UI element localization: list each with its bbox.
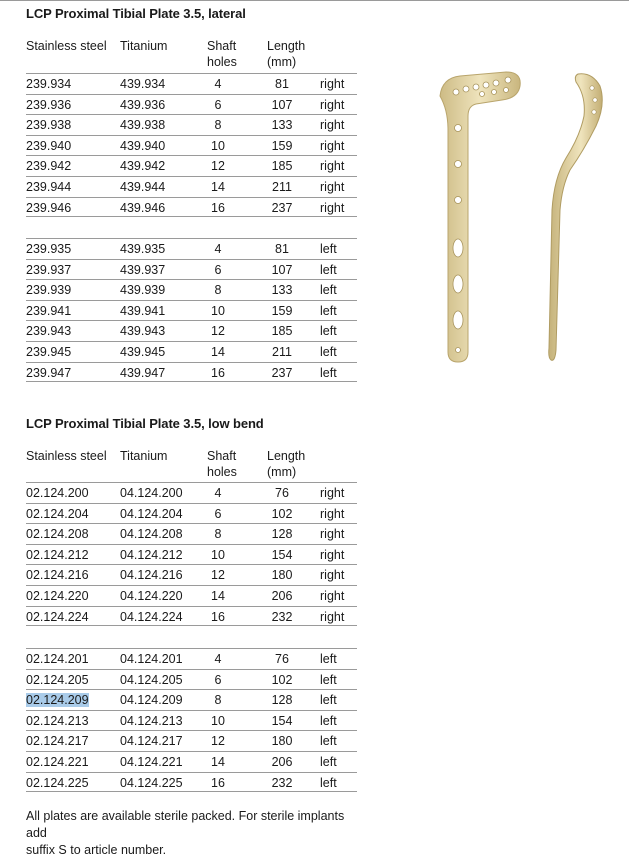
- stainless-steel-cell: 02.124.216: [26, 568, 89, 583]
- side-cell: left: [320, 303, 337, 318]
- stainless-steel-cell: 02.124.205: [26, 672, 89, 687]
- length-cell: 133: [271, 283, 293, 298]
- titanium-cell: 04.124.220: [120, 588, 183, 603]
- shaft-holes-cell: 6: [214, 97, 222, 112]
- shaft-holes-cell: 10: [211, 547, 225, 562]
- length-cell: 128: [271, 693, 293, 708]
- titanium-cell: 04.124.213: [120, 713, 183, 728]
- length-cell: 102: [271, 506, 293, 521]
- side-cell: left: [320, 242, 337, 256]
- table-row: [26, 669, 357, 690]
- titanium-cell: 04.124.216: [120, 568, 183, 583]
- side-cell: right: [320, 179, 345, 194]
- length-cell: 154: [271, 547, 293, 562]
- length-cell: 237: [271, 365, 293, 380]
- shaft-holes-cell: 6: [214, 672, 222, 687]
- stainless-steel-cell: 239.935: [26, 242, 72, 256]
- table-row: [26, 135, 357, 156]
- header-titanium: Titanium: [120, 39, 168, 53]
- length-cell: 159: [271, 138, 293, 153]
- table-row: [26, 710, 357, 731]
- titanium-cell: 04.124.200: [120, 486, 183, 500]
- stainless-steel-cell: 02.124.208: [26, 527, 89, 542]
- length-cell: 128: [271, 527, 293, 542]
- titanium-cell: 04.124.205: [120, 672, 183, 687]
- length-cell: 206: [271, 588, 293, 603]
- stainless-steel-cell: 239.943: [26, 324, 72, 339]
- length-cell: 237: [271, 200, 293, 215]
- titanium-cell: 439.940: [120, 138, 166, 153]
- table-row: [26, 544, 357, 565]
- shaft-holes-cell: 8: [214, 693, 222, 708]
- side-cell: left: [320, 713, 337, 728]
- shaft-holes-cell: 6: [214, 262, 222, 277]
- titanium-cell: 04.124.221: [120, 754, 183, 769]
- section1-right-table: [26, 73, 357, 217]
- table-row: [26, 341, 357, 362]
- section1-left-table: [26, 238, 357, 382]
- table-row: [26, 648, 357, 669]
- table-row: [26, 751, 357, 772]
- stainless-steel-cell: 239.936: [26, 97, 72, 112]
- side-cell: right: [320, 159, 345, 174]
- stainless-steel-cell: 02.124.220: [26, 588, 89, 603]
- side-cell: right: [320, 588, 345, 603]
- stainless-steel-cell: 02.124.209: [26, 693, 89, 708]
- length-cell: 180: [271, 568, 293, 583]
- table-row: [26, 114, 357, 135]
- titanium-cell: 439.937: [120, 262, 166, 277]
- titanium-cell: 04.124.208: [120, 527, 183, 542]
- shaft-holes-cell: 10: [211, 713, 225, 728]
- table-row: [26, 564, 357, 585]
- plate-front-view-image: [436, 70, 526, 366]
- side-cell: left: [320, 672, 337, 687]
- shaft-holes-cell: 12: [211, 324, 225, 339]
- shaft-holes-cell: 16: [211, 200, 225, 215]
- shaft-holes-cell: 6: [214, 506, 222, 521]
- stainless-steel-cell: 239.934: [26, 77, 72, 91]
- side-cell: left: [320, 324, 337, 339]
- shaft-holes-cell: 14: [211, 344, 225, 359]
- shaft-holes-cell: 4: [214, 77, 222, 91]
- titanium-cell: 439.934: [120, 77, 166, 91]
- stainless-steel-cell: 239.942: [26, 159, 72, 174]
- side-cell: left: [320, 365, 337, 380]
- side-cell: left: [320, 734, 337, 749]
- stainless-steel-cell: 02.124.212: [26, 547, 89, 562]
- side-cell: left: [320, 283, 337, 298]
- top-rule: [0, 0, 629, 1]
- shaft-holes-cell: 16: [211, 609, 225, 624]
- table-row: [26, 238, 357, 259]
- table-row: [26, 585, 357, 606]
- stainless-steel-cell: 239.940: [26, 138, 72, 153]
- shaft-holes-cell: 4: [214, 242, 222, 256]
- table-row: [26, 362, 357, 383]
- side-cell: right: [320, 97, 345, 112]
- section2-right-table: [26, 482, 357, 626]
- stainless-steel-cell: 02.124.221: [26, 754, 89, 769]
- shaft-holes-cell: 4: [214, 652, 222, 666]
- shaft-holes-cell: 16: [211, 365, 225, 380]
- table-row: [26, 730, 357, 751]
- side-cell: right: [320, 568, 345, 583]
- titanium-cell: 04.124.201: [120, 652, 183, 666]
- titanium-cell: 04.124.225: [120, 775, 183, 790]
- header-length: Length (mm): [267, 39, 306, 69]
- titanium-cell: 04.124.217: [120, 734, 183, 749]
- shaft-holes-cell: 14: [211, 754, 225, 769]
- length-cell: 133: [271, 118, 293, 133]
- length-cell: 232: [271, 609, 293, 624]
- header-stainless: Stainless steel: [26, 39, 107, 53]
- side-cell: right: [320, 486, 345, 500]
- titanium-cell: 439.939: [120, 283, 166, 298]
- section1-title: LCP Proximal Tibial Plate 3.5, lateral: [26, 6, 246, 21]
- length-cell: 102: [271, 672, 293, 687]
- side-cell: right: [320, 200, 345, 215]
- stainless-steel-cell: 239.945: [26, 344, 72, 359]
- length-cell: 211: [272, 344, 292, 359]
- stainless-steel-cell: 239.941: [26, 303, 72, 318]
- header-titanium: Titanium: [120, 449, 168, 463]
- titanium-cell: 04.124.224: [120, 609, 183, 624]
- stainless-steel-cell: 239.939: [26, 283, 72, 298]
- stainless-steel-cell: 239.946: [26, 200, 72, 215]
- table-row: [26, 197, 357, 218]
- stainless-steel-cell: 02.124.217: [26, 734, 89, 749]
- side-cell: right: [320, 609, 345, 624]
- table-row: [26, 606, 357, 627]
- length-cell: 159: [271, 303, 293, 318]
- header-shaft: Shaft holes: [207, 449, 237, 479]
- table-row: [26, 503, 357, 524]
- titanium-cell: 439.941: [120, 303, 166, 318]
- stainless-steel-cell: 239.944: [26, 179, 72, 194]
- shaft-holes-cell: 10: [211, 138, 225, 153]
- shaft-holes-cell: 4: [214, 486, 222, 500]
- table-row: [26, 155, 357, 176]
- header-length: Length (mm): [267, 449, 306, 479]
- table-row: [26, 73, 357, 94]
- table-row: [26, 300, 357, 321]
- side-cell: left: [320, 693, 337, 708]
- table-row: [26, 94, 357, 115]
- plate-side-view-image: [540, 70, 610, 366]
- table-row: [26, 320, 357, 341]
- side-cell: left: [320, 754, 337, 769]
- titanium-cell: 439.947: [120, 365, 166, 380]
- titanium-cell: 439.946: [120, 200, 166, 215]
- length-cell: 154: [271, 713, 293, 728]
- table-row: [26, 482, 357, 503]
- length-cell: 180: [271, 734, 293, 749]
- shaft-holes-cell: 12: [211, 734, 225, 749]
- length-cell: 185: [271, 159, 293, 174]
- stainless-steel-cell: 239.947: [26, 365, 72, 380]
- titanium-cell: 04.124.209: [120, 693, 183, 708]
- side-cell: left: [320, 775, 337, 790]
- length-cell: 81: [275, 77, 289, 91]
- footer-note: All plates are available sterile packed. For sterile implants add suffix S to article number.: [26, 809, 345, 857]
- length-cell: 107: [271, 97, 293, 112]
- side-cell: right: [320, 118, 345, 133]
- titanium-cell: 439.938: [120, 118, 166, 133]
- titanium-cell: 04.124.204: [120, 506, 183, 521]
- stainless-steel-cell: 239.938: [26, 118, 72, 133]
- titanium-cell: 439.943: [120, 324, 166, 339]
- side-cell: left: [320, 344, 337, 359]
- shaft-holes-cell: 14: [211, 179, 225, 194]
- side-cell: right: [320, 77, 345, 91]
- stainless-steel-cell: 02.124.200: [26, 486, 89, 500]
- titanium-cell: 439.944: [120, 179, 166, 194]
- section2-title: LCP Proximal Tibial Plate 3.5, low bend: [26, 416, 264, 431]
- table-row: [26, 689, 357, 710]
- titanium-cell: 04.124.212: [120, 547, 183, 562]
- side-cell: right: [320, 138, 345, 153]
- length-cell: 232: [271, 775, 293, 790]
- length-cell: 185: [271, 324, 293, 339]
- shaft-holes-cell: 16: [211, 775, 225, 790]
- stainless-steel-cell: 02.124.225: [26, 775, 89, 790]
- shaft-holes-cell: 8: [214, 527, 222, 542]
- side-cell: left: [320, 262, 337, 277]
- stainless-steel-cell: 239.937: [26, 262, 72, 277]
- shaft-holes-cell: 14: [211, 588, 225, 603]
- section2-left-table: [26, 648, 357, 792]
- length-cell: 81: [275, 242, 289, 256]
- length-cell: 76: [275, 652, 289, 666]
- titanium-cell: 439.942: [120, 159, 166, 174]
- table-row: [26, 279, 357, 300]
- length-cell: 76: [275, 486, 289, 500]
- table-row: [26, 772, 357, 793]
- titanium-cell: 439.935: [120, 242, 166, 256]
- side-cell: right: [320, 506, 345, 521]
- stainless-steel-cell: 02.124.224: [26, 609, 89, 624]
- shaft-holes-cell: 8: [214, 283, 222, 298]
- table-row: [26, 176, 357, 197]
- length-cell: 107: [271, 262, 293, 277]
- table-row: [26, 523, 357, 544]
- side-cell: left: [320, 652, 337, 666]
- shaft-holes-cell: 12: [211, 159, 225, 174]
- stainless-steel-cell: 02.124.213: [26, 713, 89, 728]
- header-stainless: Stainless steel: [26, 449, 107, 463]
- titanium-cell: 439.936: [120, 97, 166, 112]
- shaft-holes-cell: 8: [214, 118, 222, 133]
- table-row: [26, 259, 357, 280]
- side-cell: right: [320, 547, 345, 562]
- stainless-steel-cell: 02.124.204: [26, 506, 89, 521]
- titanium-cell: 439.945: [120, 344, 166, 359]
- shaft-holes-cell: 10: [211, 303, 225, 318]
- shaft-holes-cell: 12: [211, 568, 225, 583]
- length-cell: 206: [271, 754, 293, 769]
- length-cell: 211: [272, 179, 292, 194]
- stainless-steel-cell: 02.124.201: [26, 652, 89, 666]
- header-shaft: Shaft holes: [207, 39, 237, 69]
- side-cell: right: [320, 527, 345, 542]
